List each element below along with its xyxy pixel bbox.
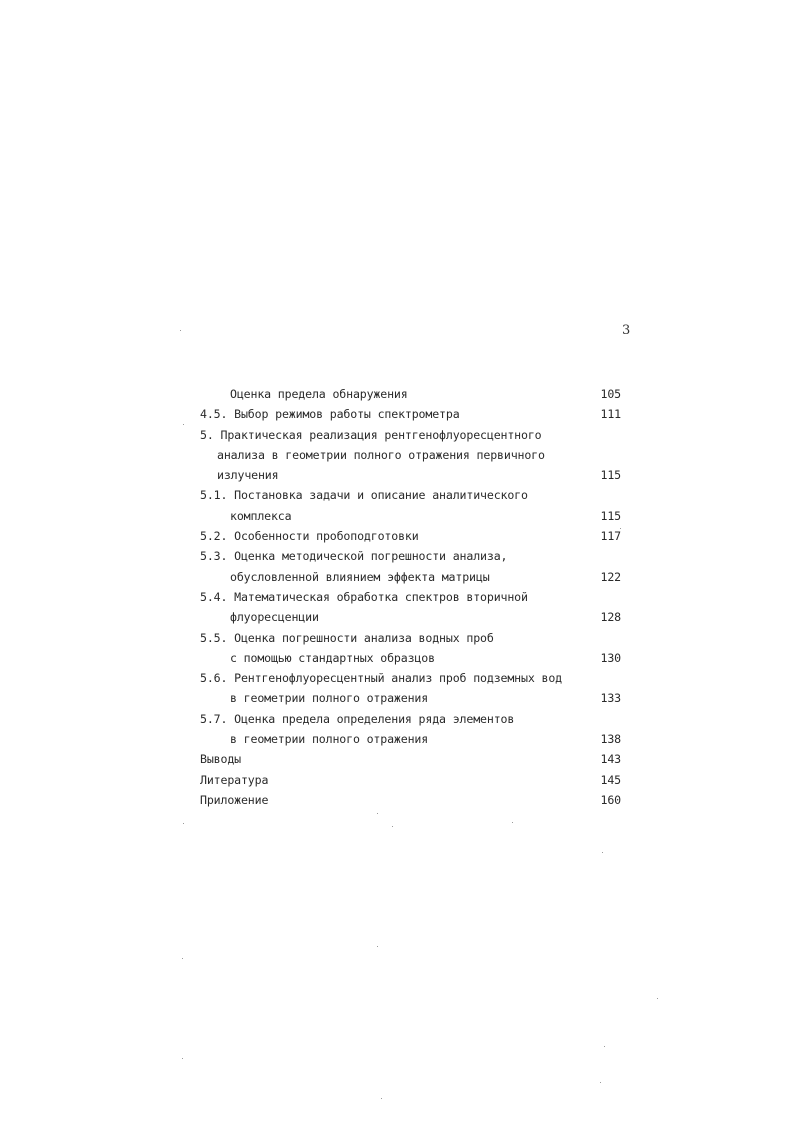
- toc-line: [200, 790, 625, 810]
- scan-speck: [600, 1082, 601, 1083]
- toc-entry-page: 145: [600, 772, 621, 787]
- toc-entry-text: Литература: [200, 772, 269, 787]
- scan-speck: [657, 998, 658, 999]
- scan-speck: [180, 330, 181, 331]
- toc-entry-page: 115: [600, 508, 621, 523]
- toc-entry-page: 133: [600, 691, 621, 706]
- scan-speck: [604, 1046, 605, 1047]
- toc-entry-page: 122: [600, 569, 621, 584]
- scan-speck: [602, 852, 603, 853]
- toc-entry-page: 117: [600, 529, 621, 544]
- toc-entry-text: 5.4. Математическая обработка спектров вторичной: [200, 589, 528, 604]
- toc-line: [200, 628, 625, 648]
- toc-line: [200, 384, 625, 404]
- toc-line: [200, 445, 625, 465]
- toc-entry-text: 5.1. Постановка задачи и описание аналитического: [200, 488, 528, 503]
- toc-entry-page: 128: [600, 610, 621, 625]
- toc-entry-page: 160: [600, 792, 621, 807]
- toc-line: [200, 526, 625, 546]
- toc-entry-page: 130: [600, 650, 621, 665]
- toc-line: [200, 485, 625, 505]
- scan-speck: [183, 823, 184, 824]
- toc-line: [200, 425, 625, 445]
- toc-line: [200, 688, 625, 708]
- toc-line: [200, 465, 625, 485]
- scan-speck: [182, 1058, 183, 1059]
- toc-line: [200, 668, 625, 688]
- toc-entry-page: 105: [600, 387, 621, 401]
- toc-line: [200, 749, 625, 769]
- toc-line: [200, 506, 625, 526]
- toc-entry-text: 5.6. Рентгенофлуоресцентный анализ проб подземных вод: [200, 671, 562, 686]
- toc-line: [200, 770, 625, 790]
- toc-entry-page: 115: [600, 468, 621, 483]
- toc-line: [200, 404, 625, 424]
- scan-speck: [182, 958, 183, 959]
- scan-speck: [381, 1098, 382, 1099]
- toc-line: [200, 729, 625, 749]
- toc-entry-text: 5.2. Особенности пробоподготовки: [200, 529, 419, 544]
- toc-entry-text: Оценка предела обнаружения: [230, 387, 408, 401]
- toc-entry-text: Выводы: [200, 752, 241, 767]
- toc-entry-page: 138: [600, 732, 621, 747]
- scan-speck: [183, 424, 184, 425]
- toc-line: [200, 546, 625, 566]
- toc-entry-text: флуоресценции: [230, 610, 319, 625]
- page-number: 3: [622, 323, 631, 338]
- toc-line: [200, 607, 625, 627]
- toc-line: [200, 709, 625, 729]
- scan-speck: [392, 826, 393, 827]
- scan-speck: [512, 822, 513, 823]
- toc-line: [200, 648, 625, 668]
- toc-entry-page: 143: [600, 752, 621, 767]
- toc-entry-text: 5.7. Оценка предела определения ряда элементов: [200, 711, 515, 726]
- toc-entry-text: 5.3. Оценка методической погрешности анализа,: [200, 549, 508, 564]
- toc-entry-text: с помощью стандартных образцов: [230, 650, 435, 665]
- toc-entry-text: Приложение: [200, 792, 269, 807]
- scan-speck: [377, 813, 378, 814]
- scan-speck: [620, 528, 621, 529]
- toc-entry-text: в геометрии полного отражения: [230, 691, 429, 706]
- toc-entry-text: анализа в геометрии полного отражения первичного: [217, 447, 545, 462]
- toc-line: [200, 587, 625, 607]
- toc-entry-text: комплекса: [230, 508, 292, 523]
- toc-line: [200, 567, 625, 587]
- toc-entry-text: 5.5. Оценка погрешности анализа водных проб: [200, 630, 494, 645]
- scan-speck: [377, 946, 378, 947]
- toc-entry-text: 4.5. Выбор режимов работы спектрометра: [200, 407, 460, 422]
- toc-entry-text: обусловленной влиянием эффекта матрицы: [230, 569, 490, 584]
- toc-entry-text: в геометрии полного отражения: [230, 732, 429, 747]
- toc-entry-text: излучения: [217, 468, 279, 483]
- toc-entry-page: 111: [600, 407, 621, 422]
- table-of-contents: [200, 384, 625, 810]
- toc-entry-text: 5. Практическая реализация рентгенофлуоресцентного: [200, 427, 542, 442]
